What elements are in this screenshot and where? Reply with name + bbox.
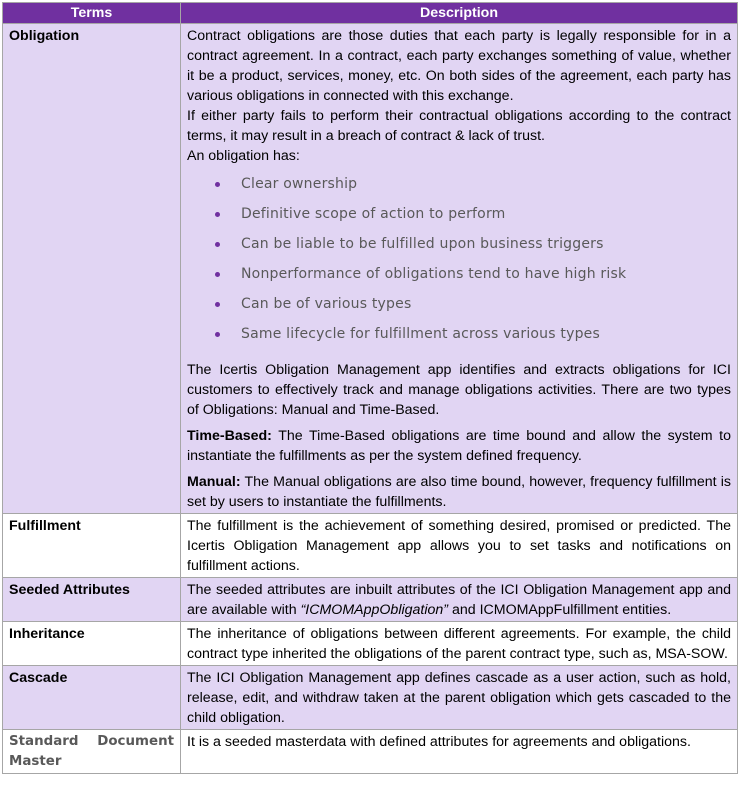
list-item: Nonperformance of obligations tend to have high risk	[215, 262, 731, 292]
bullet-icon	[215, 182, 220, 187]
description-paragraph: If either party fails to perform their contractual obligations according to the contract terms, it may result in a breach of contract & lack of trust.	[187, 108, 731, 144]
term-cell: Obligation	[3, 24, 181, 514]
term-cell: Seeded Attributes	[3, 578, 181, 622]
description-cell: The fulfillment is the achievement of something desired, promised or predicted. The Icertis Obligation Management app allows you to set tasks and notifications on fulfillment actions.	[181, 514, 738, 578]
description-cell: The inheritance of obligations between different agreements. For example, the child contract type inherited the obligations of the parent contract type, such as, MSA-SOW.	[181, 622, 738, 666]
description-cell: The ICI Obligation Management app defines cascade as a user action, such as hold, release, edit, and withdraw taken at the parent obligation which gets cascaded to the child obligation.	[181, 666, 738, 730]
manual-paragraph: Manual: The Manual obligations are also time bound, however, frequency fulfillment is set by users to instantiate the fulfillments.	[187, 474, 731, 510]
term-cell: Inheritance	[3, 622, 181, 666]
description-paragraph: Contract obligations are those duties that each party is legally responsible for in a contract agreement. In a contract, each party exchanges something of value, whether it be a product, services, money, etc. On both sides of the agreement, each party has various obligations in connected with this exchange.	[187, 28, 731, 104]
table-row-standard-document-master	[3, 730, 738, 774]
description-cell: It is a seeded masterdata with defined attributes for agreements and obligations.	[181, 730, 738, 774]
bullet-icon	[215, 242, 220, 247]
term-cell: Fulfillment	[3, 514, 181, 578]
manual-label: Manual:	[187, 474, 241, 490]
table-row-cascade	[3, 666, 738, 730]
description-cell	[181, 24, 738, 514]
header-row	[3, 3, 738, 24]
term-cell: Cascade	[3, 666, 181, 730]
obligation-features-list	[187, 172, 731, 352]
bullet-icon	[215, 212, 220, 217]
description-paragraph: The Icertis Obligation Management app identifies and extracts obligations for ICI customers to effectively track and manage obligations activities. There are two types of Obligations: Manual and Time-Based.	[187, 362, 731, 418]
description-cell: The seeded attributes are inbuilt attributes of the ICI Obligation Management app and are available with “ICMOMAppObligation” and ICMOMAppFulfillment entities.	[181, 578, 738, 622]
description-column-header: Description	[181, 3, 738, 24]
table-row-inheritance	[3, 622, 738, 666]
terms-table	[2, 2, 738, 774]
table-row-seeded-attributes	[3, 578, 738, 622]
list-item: Clear ownership	[215, 172, 731, 202]
bullet-icon	[215, 332, 220, 337]
bullet-icon	[215, 302, 220, 307]
time-based-label: Time-Based:	[187, 428, 272, 444]
list-item: Definitive scope of action to perform	[215, 202, 731, 232]
term-cell: Standard Document Master	[3, 730, 181, 774]
description-paragraph: An obligation has:	[187, 148, 300, 164]
table-row-fulfillment	[3, 514, 738, 578]
list-item: Same lifecycle for fulfillment across various types	[215, 322, 731, 352]
terms-column-header: Terms	[3, 3, 181, 24]
bullet-icon	[215, 272, 220, 277]
list-item: Can be liable to be fulfilled upon business triggers	[215, 232, 731, 262]
entity-name: “ICMOMAppObligation”	[300, 602, 449, 618]
table-row-obligation	[3, 24, 738, 514]
time-based-paragraph: Time-Based: The Time-Based obligations are time bound and allow the system to instantiate the fulfillments as per the system defined frequency.	[187, 428, 731, 464]
list-item: Can be of various types	[215, 292, 731, 322]
